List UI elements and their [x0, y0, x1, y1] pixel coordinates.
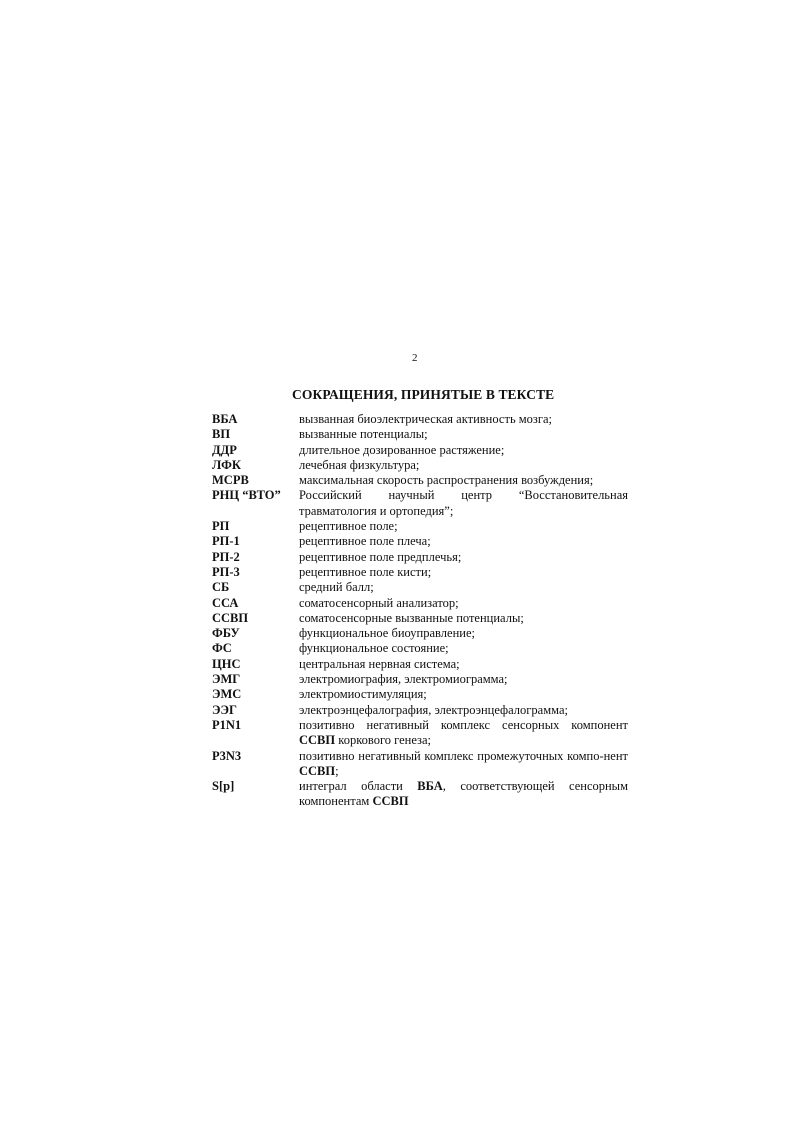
- abbreviation-definition: [299, 718, 628, 749]
- abbreviation-term: ФБУ: [212, 626, 240, 641]
- abbreviation-definition: максимальная скорость распространения возбуждения;: [299, 473, 594, 488]
- abbreviation-entry: [212, 488, 628, 519]
- abbreviation-term: ВБА: [212, 412, 238, 426]
- abbreviation-term: S[p]: [212, 779, 235, 794]
- definition-bold-term: ССВП: [372, 794, 409, 809]
- abbreviation-entry: [212, 534, 628, 549]
- abbreviation-term: МСРВ: [212, 473, 249, 488]
- abbreviation-entry: [212, 458, 628, 473]
- abbreviation-term: РП-2: [212, 549, 240, 564]
- abbreviation-term: ССА: [212, 595, 239, 610]
- abbreviation-entry: [212, 672, 628, 687]
- abbreviation-term: РП-3: [212, 564, 240, 579]
- abbreviation-definition: соматосенсорные вызванные потенциалы;: [299, 610, 524, 625]
- abbreviation-entry: [212, 718, 628, 749]
- abbreviation-term: ВП: [212, 427, 231, 442]
- abbreviation-definition: Российский научный центр “Восстановительная травматология и ортопедия”;: [299, 488, 628, 518]
- abbreviation-definition: функциональное состояние;: [299, 641, 449, 656]
- abbreviation-entry: [212, 703, 628, 718]
- abbreviation-term: ЛФК: [212, 457, 241, 472]
- abbreviation-entry: [212, 427, 628, 442]
- abbreviation-term: ДДР: [212, 442, 237, 457]
- abbreviation-definition: рецептивное поле предплечья;: [299, 549, 462, 564]
- abbreviation-entry: [212, 580, 628, 595]
- abbreviation-definition: [299, 749, 628, 780]
- page-number: 2: [412, 352, 418, 364]
- abbreviation-entry: [212, 473, 628, 488]
- abbreviation-definition: рецептивное поле;: [299, 519, 398, 534]
- abbreviation-term: РП-1: [212, 534, 240, 549]
- abbreviation-entry: [212, 687, 628, 702]
- abbreviation-entry: [212, 641, 628, 656]
- abbreviation-entry: [212, 779, 628, 810]
- abbreviation-entry: [212, 657, 628, 672]
- abbreviation-entry: [212, 412, 628, 427]
- definition-text: коркового генеза;: [335, 733, 431, 748]
- abbreviation-definition: соматосенсорный анализатор;: [299, 595, 459, 610]
- abbreviation-entry: [212, 565, 628, 580]
- abbreviation-term: СБ: [212, 580, 230, 595]
- abbreviation-entry: [212, 550, 628, 565]
- abbreviation-term: P1N1: [212, 717, 242, 732]
- abbreviation-term: ЭМГ: [212, 672, 241, 687]
- abbreviation-entry: [212, 626, 628, 641]
- abbreviation-definition: средний балл;: [299, 580, 374, 595]
- abbreviation-term: РНЦ “ВТО”: [212, 488, 281, 503]
- abbreviation-definition: электромиостимуляция;: [299, 687, 427, 702]
- definition-bold-term: ССВП: [299, 733, 336, 748]
- abbreviation-definition: рецептивное поле плеча;: [299, 534, 431, 549]
- page-title: СОКРАЩЕНИЯ, ПРИНЯТЫЕ В ТЕКСТЕ: [292, 387, 555, 402]
- definition-bold-term: ВБА: [417, 779, 443, 794]
- abbreviation-entry: [212, 443, 628, 458]
- abbreviation-definition: [299, 779, 628, 810]
- abbreviation-list: [212, 412, 628, 810]
- abbreviation-definition: функциональное биоуправление;: [299, 626, 475, 641]
- abbreviation-term: ЭМС: [212, 687, 242, 702]
- abbreviation-definition: вызванная биоэлектрическая активность мозга;: [299, 412, 553, 426]
- abbreviation-term: РП: [212, 519, 230, 534]
- abbreviation-entry: [212, 596, 628, 611]
- abbreviation-definition: лечебная физкультура;: [299, 457, 420, 472]
- abbreviation-definition: рецептивное поле кисти;: [299, 564, 432, 579]
- abbreviation-entry: [212, 749, 628, 780]
- abbreviation-term: ФС: [212, 641, 232, 656]
- abbreviation-definition: вызванные потенциалы;: [299, 427, 428, 442]
- definition-text: , соответствующей сенсорным компонентам: [299, 779, 628, 809]
- definition-text: ;: [335, 763, 339, 778]
- definition-text: позитивно негативный комплекс сенсорных компонент: [299, 717, 628, 732]
- abbreviation-entry: [212, 519, 628, 534]
- abbreviation-term: ССВП: [212, 610, 249, 625]
- definition-bold-term: ССВП: [299, 763, 336, 778]
- abbreviation-entry: [212, 611, 628, 626]
- definition-text: позитивно негативный комплекс промежуточных компо-нент: [299, 748, 628, 763]
- abbreviation-term: ЦНС: [212, 656, 241, 671]
- abbreviation-definition: электромиография, электромиограмма;: [299, 672, 508, 687]
- abbreviation-term: P3N3: [212, 748, 242, 763]
- abbreviation-definition: электроэнцефалография, электроэнцефалограмма;: [299, 702, 568, 717]
- abbreviation-definition: длительное дозированное растяжение;: [299, 442, 505, 457]
- abbreviation-definition: центральная нервная система;: [299, 656, 460, 671]
- abbreviation-term: ЭЭГ: [212, 702, 237, 717]
- definition-text: интеграл области: [299, 779, 418, 794]
